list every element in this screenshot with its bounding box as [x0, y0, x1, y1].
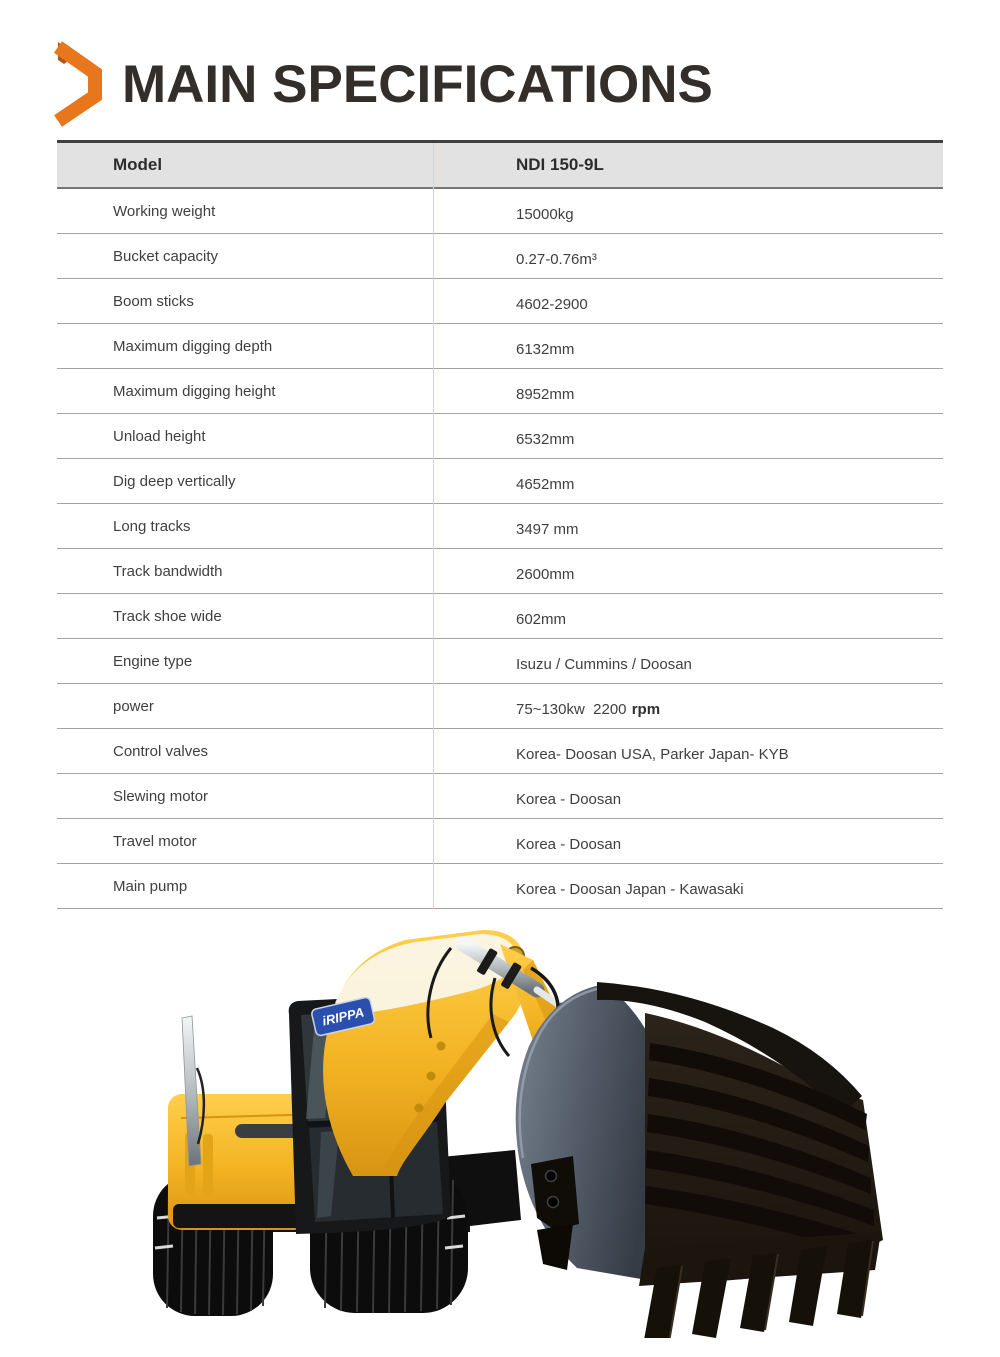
column-header-model: Model	[113, 155, 163, 174]
table-row	[57, 414, 943, 459]
spec-label: Unload height	[113, 427, 206, 445]
table-row	[57, 279, 943, 324]
spec-label: Track shoe wide	[113, 607, 222, 625]
spec-value: 6132mm	[516, 340, 575, 358]
table-header-row	[57, 143, 943, 189]
spec-value: 75~130kw 2200 rpm	[516, 700, 661, 718]
table-row	[57, 369, 943, 414]
table-row	[57, 459, 943, 504]
spec-value: 8952mm	[516, 385, 575, 403]
orange-bracket-icon	[50, 40, 108, 128]
spec-label: Bucket capacity	[113, 247, 219, 265]
spec-label: Track bandwidth	[113, 562, 223, 580]
spec-label: Engine type	[113, 652, 193, 670]
spec-label: Boom sticks	[113, 292, 194, 310]
excavator-image	[85, 918, 885, 1338]
table-row	[57, 504, 943, 549]
spec-label: power	[113, 697, 154, 715]
spec-value: Korea- Doosan USA, Parker Japan- KYB	[516, 745, 789, 763]
table-row	[57, 324, 943, 369]
table-row	[57, 594, 943, 639]
specifications-table	[57, 140, 943, 909]
spec-value: 2600mm	[516, 565, 575, 583]
spec-value: Korea - Doosan	[516, 790, 622, 808]
table-row	[57, 639, 943, 684]
table-row	[57, 684, 943, 729]
column-header-model-value: NDI 150-9L	[516, 155, 604, 174]
spec-value: 602mm	[516, 610, 567, 628]
spec-label: Long tracks	[113, 517, 191, 535]
spec-value: 6532mm	[516, 430, 575, 448]
table-row	[57, 774, 943, 819]
spec-value: 4652mm	[516, 475, 575, 493]
spec-value: Korea - Doosan Japan - Kawasaki	[516, 880, 744, 898]
spec-value: Isuzu / Cummins / Doosan	[516, 655, 692, 673]
brand-logo-text: iRIPPA	[320, 1004, 366, 1029]
spec-label: Dig deep vertically	[113, 472, 236, 490]
table-row	[57, 189, 943, 234]
table-row	[57, 864, 943, 909]
table-row	[57, 234, 943, 279]
spec-label: Working weight	[113, 202, 216, 220]
table-row	[57, 549, 943, 594]
spec-value: Korea - Doosan	[516, 835, 622, 853]
spec-label: Maximum digging depth	[113, 337, 273, 355]
spec-value: 4602-2900	[516, 295, 588, 313]
excavator-svg	[85, 918, 885, 1338]
excavator-bucket	[516, 982, 883, 1338]
spec-value: 3497 mm	[516, 520, 579, 538]
page-title: MAIN SPECIFICATIONS	[122, 54, 713, 114]
table-row	[57, 729, 943, 774]
spec-label: Control valves	[113, 742, 209, 760]
page-header	[50, 40, 713, 128]
spec-value: 15000kg	[516, 205, 574, 223]
spec-label: Slewing motor	[113, 787, 209, 805]
spec-label: Travel motor	[113, 832, 197, 850]
spec-label: Main pump	[113, 877, 188, 895]
table-row	[57, 819, 943, 864]
spec-value: 0.27-0.76m³	[516, 250, 597, 268]
spec-label: Maximum digging height	[113, 382, 276, 400]
